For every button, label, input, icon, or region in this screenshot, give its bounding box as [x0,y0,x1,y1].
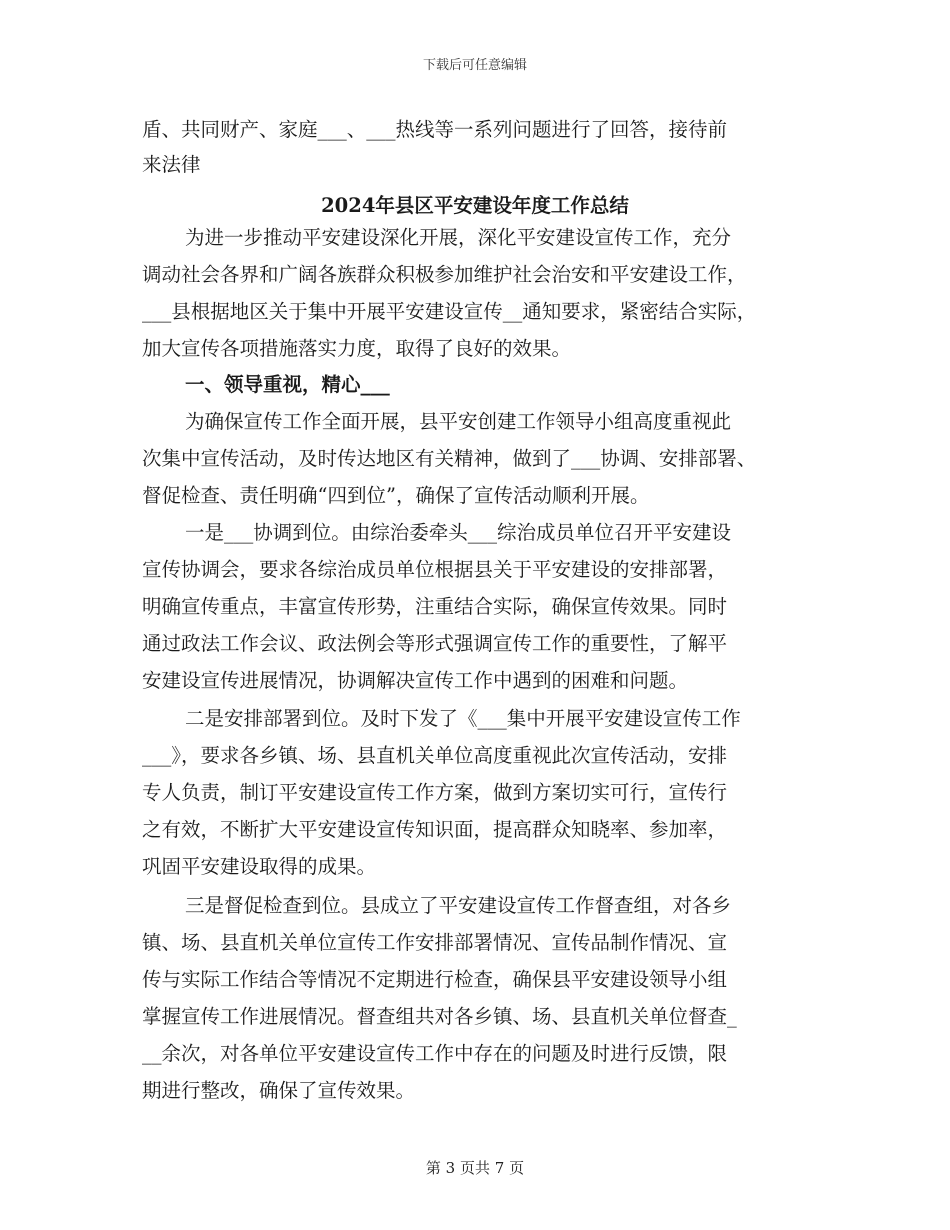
text-line: 为确保宣传工作全面开展，县平安创建工作领导小组高度重视此 [185,410,732,433]
section-heading: 一、领导重视，精心___ [185,373,390,396]
text-line: 通过政法工作会议、政法例会等形式强调宣传工作的重要性，了解平 [142,632,728,655]
text-line: 调动社会各界和广阔各族群众积极参加维护社会治安和平安建设工作， [142,263,747,286]
text-line: 督促检查、责任明确“四到位”，确保了宣传活动顺利开展。 [142,484,650,507]
text-line: 明确宣传重点，丰富宣传形势，注重结合实际，确保宣传效果。同时 [142,595,728,618]
text-line: 一是___协调到位。由综治委牵头___综治成员单位召开平安建设 [185,521,732,544]
text-line: 加大宣传各项措施落实力度，取得了良好的效果。 [142,337,572,360]
text-line: 二是安排部署到位。及时下发了《___集中开展平安建设宣传工作 [185,707,741,730]
text-line: 期进行整改，确保了宣传效果。 [142,1079,416,1102]
text-line: 次集中宣传活动，及时传达地区有关精神，做到了___协调、安排部署、 [142,447,757,470]
text-line: __余次，对各单位平安建设宣传工作中存在的问题及时进行反馈，限 [142,1042,728,1065]
text-line: 宣传协调会，要求各综治成员单位根据县关于平安建设的安排部署， [142,558,728,581]
text-line: 来法律 [142,153,201,176]
text-line: 巩固平安建设取得的成果。 [142,855,377,878]
text-line: 掌握宣传工作进展情况。督查组共对各乡镇、场、县直机关单位督查_ [142,1005,737,1028]
text-line: 为进一步推动平安建设深化开展，深化平安建设宣传工作，充分 [185,226,732,249]
text-line: 镇、场、县直机关单位宣传工作安排部署情况、宣传品制作情况、宣 [142,931,728,954]
text-line: ___县根据地区关于集中开展平安建设宣传__通知要求，紧密结合实际， [142,300,757,323]
text-line: 盾、共同财产、家庭___、___热线等一系列问题进行了回答，接待前 [142,118,728,141]
text-line: 传与实际工作结合等情况不定期进行检查，确保县平安建设领导小组 [142,968,728,991]
text-line: 安建设宣传进展情况，协调解决宣传工作中遇到的困难和问题。 [142,669,689,692]
document-title: 2024年县区平安建设年度工作总结 [321,194,629,217]
text-line: 之有效，不断扩大平安建设宣传知识面，提高群众知晓率、参加率， [142,818,728,841]
page-footer: 第 3 页共 7 页 [425,1159,525,1177]
text-line: 三是督促检查到位。县成立了平安建设宣传工作督查组，对各乡 [185,894,732,917]
page-header: 下载后可任意编辑 [422,58,527,73]
text-line: 专人负责，制订平安建设宣传工作方案，做到方案切实可行，宣传行 [142,781,728,804]
text-line: ___》，要求各乡镇、场、县直机关单位高度重视此次宣传活动，安排 [142,744,728,767]
